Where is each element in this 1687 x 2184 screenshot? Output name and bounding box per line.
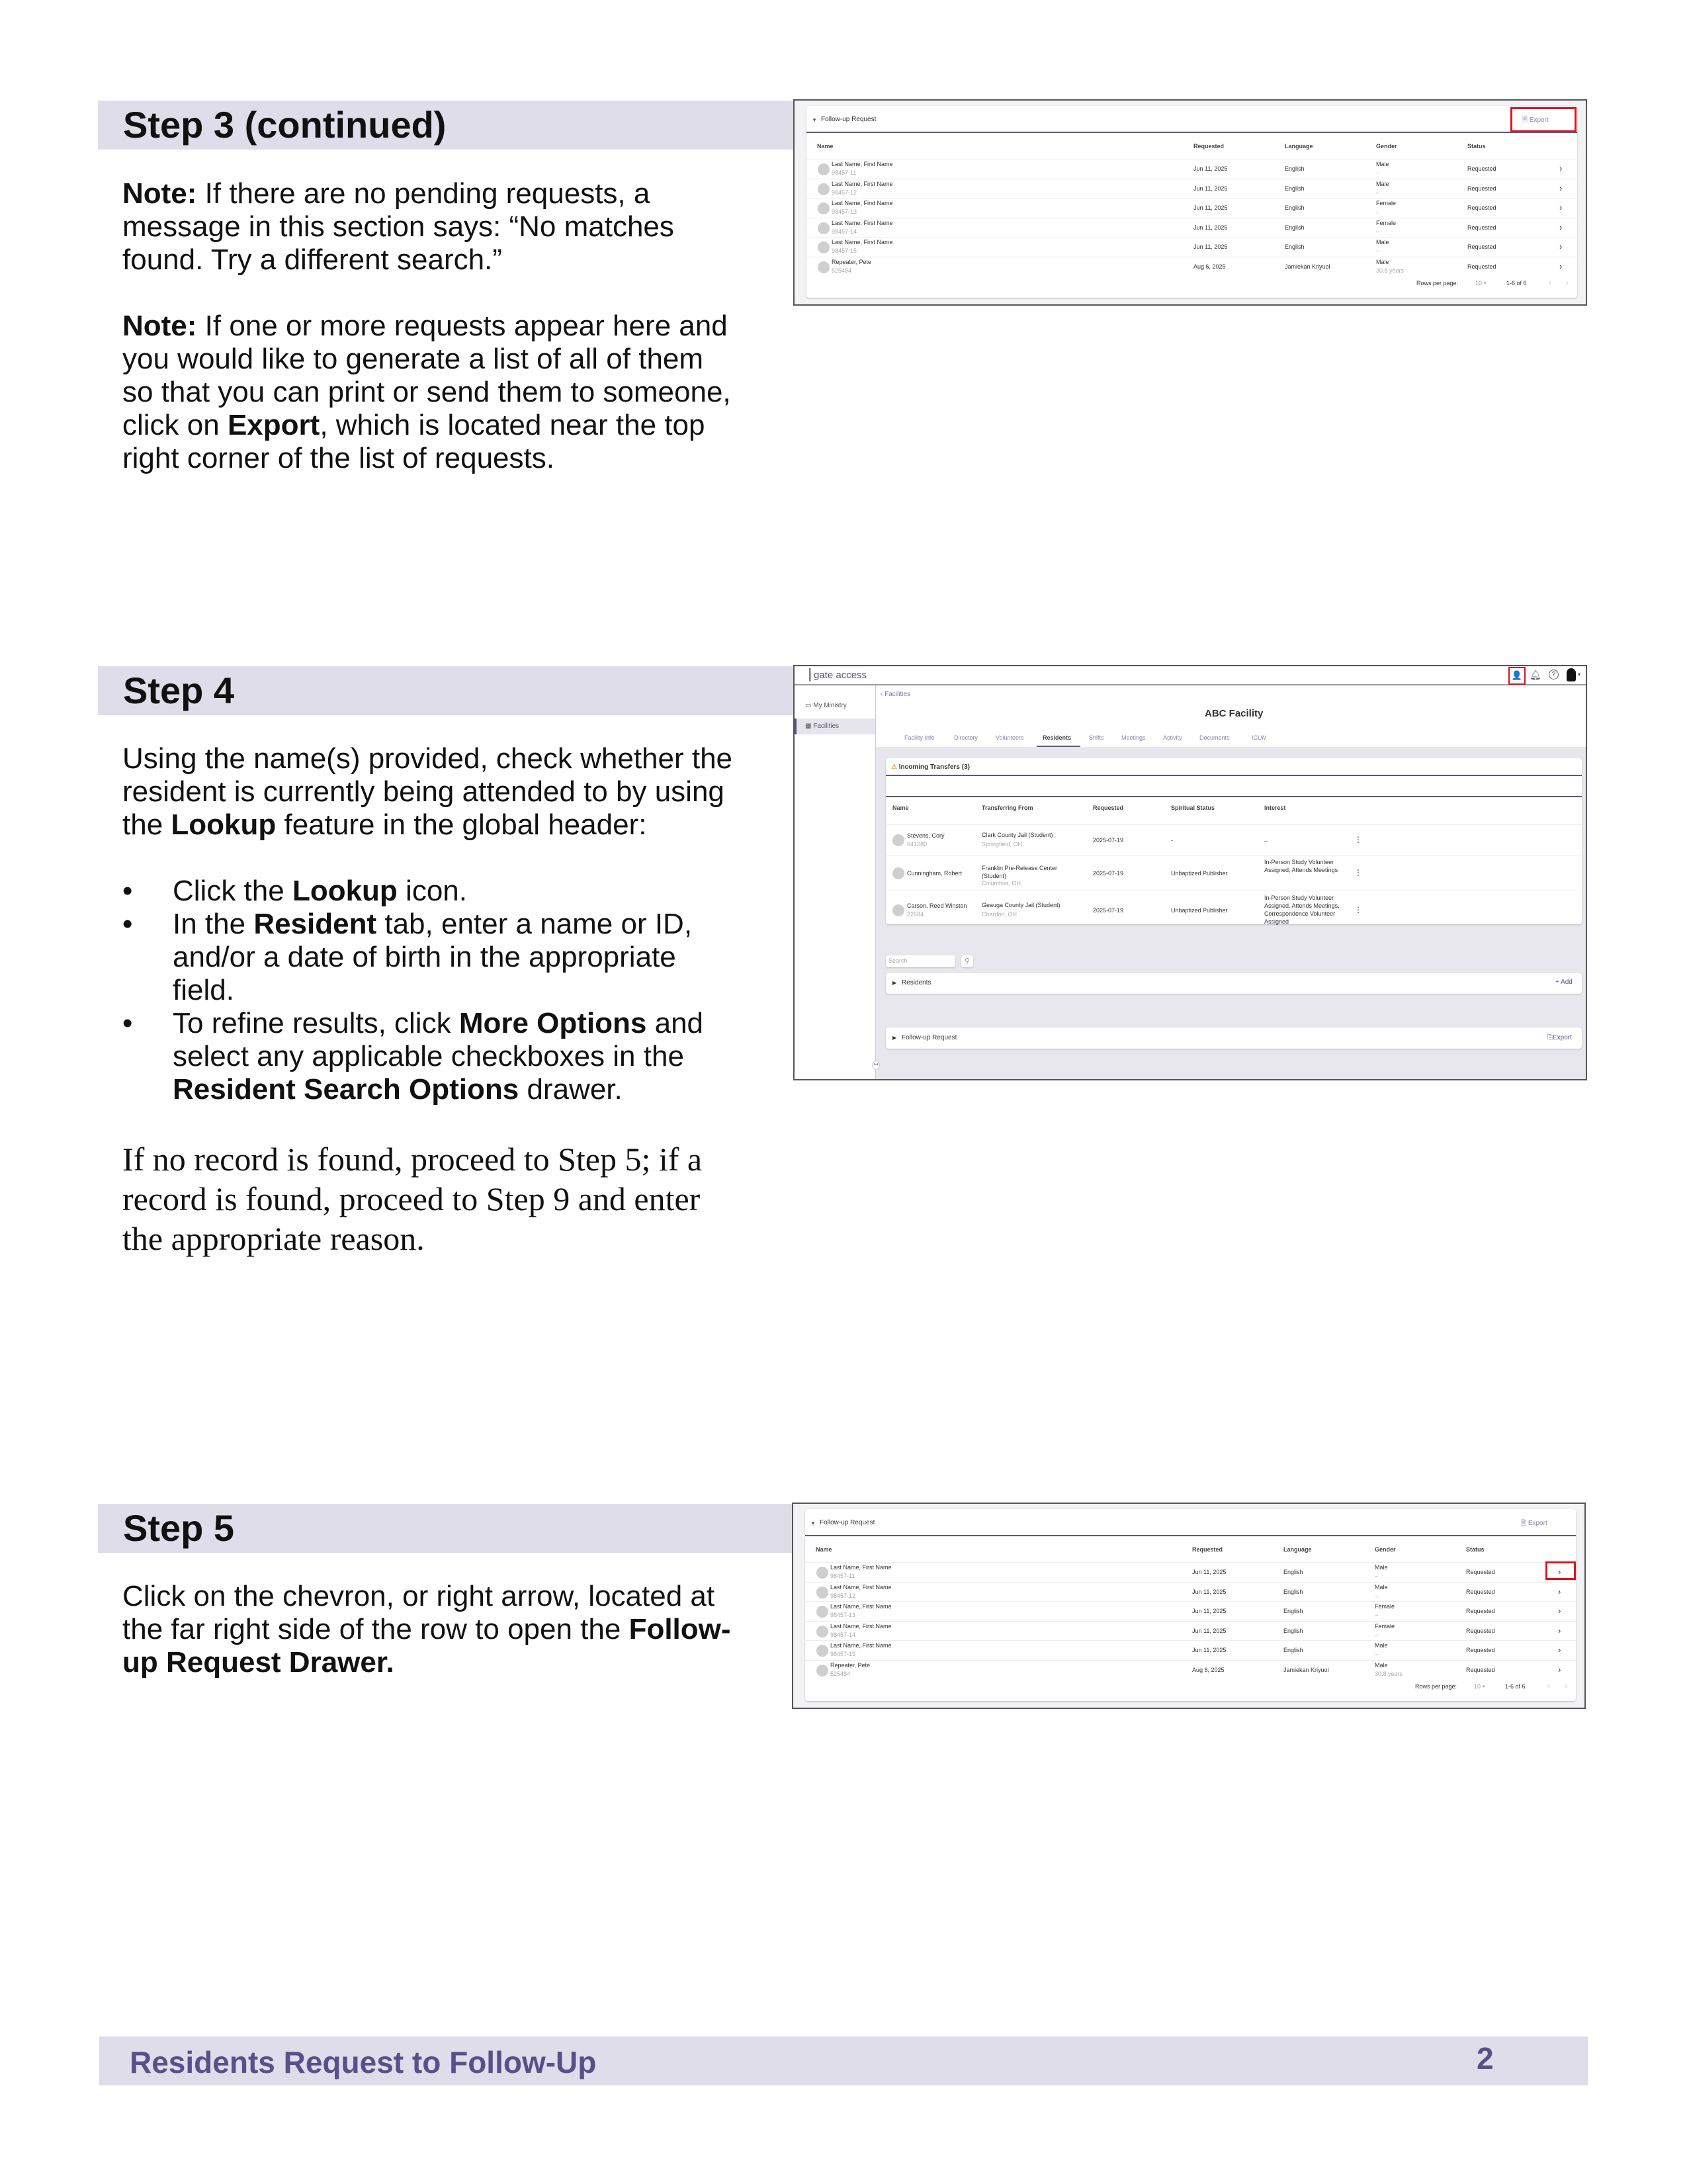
requested-date: 2025-07-19 [1093, 870, 1124, 877]
gender: Female [1376, 200, 1397, 206]
step5-title: Step 5 [123, 1507, 235, 1549]
lookup-icon[interactable]: 👤 [1508, 667, 1526, 685]
status: Requested [1467, 243, 1496, 250]
export-label: Export [1553, 1034, 1572, 1041]
avatar-icon [816, 1626, 828, 1638]
column-header[interactable]: Spiritual Status [1171, 805, 1215, 811]
step4-body [122, 742, 744, 1291]
table-row[interactable] [886, 855, 1582, 891]
chevron-right-icon[interactable]: › [1558, 1645, 1561, 1655]
follow-up-section[interactable] [886, 1027, 1582, 1049]
facility-screenshot [793, 665, 1587, 1080]
tab-facility-info[interactable]: Facility Info [904, 734, 935, 741]
follow-up-card [805, 1509, 1576, 1701]
chevron-down-icon[interactable]: ▾ [1484, 281, 1487, 286]
footer [99, 2036, 1588, 2085]
export-icon: ⎘ [1547, 1034, 1553, 1041]
status: Requested [1466, 1608, 1495, 1614]
warning-icon: ⚠ [891, 764, 897, 771]
incoming-transfers-header[interactable] [891, 764, 970, 771]
requested-date: Jun 11, 2025 [1193, 243, 1228, 250]
drawer-term: Follow-up Request Drawer. [122, 1613, 731, 1679]
note-text: If there are no pending requests, a message in this section says: “No matches found. Try a different search.” [122, 177, 674, 276]
status: Requested [1467, 185, 1496, 192]
spiritual-status: Unbaptized Publisher [1171, 907, 1228, 914]
export-label: Export [1529, 116, 1549, 124]
resident-id: 98457-15 [832, 247, 857, 254]
requested-date: Jun 11, 2025 [1192, 1569, 1227, 1575]
transferring-from: Geauga County Jail (Student) [982, 902, 1060, 908]
step5-text [122, 1580, 731, 1679]
caret-down-icon[interactable]: ▼ [812, 117, 817, 123]
column-header[interactable]: Name [816, 1546, 832, 1553]
column-header[interactable]: Status [1467, 143, 1486, 150]
resident-name: Last Name, First Name [830, 1564, 892, 1571]
language: English [1285, 224, 1305, 231]
gender: Female [1375, 1603, 1395, 1610]
tab-meetings[interactable]: Meetings [1121, 734, 1146, 741]
note-no-matches [122, 177, 738, 277]
chevron-right-icon[interactable]: › [1559, 183, 1563, 193]
status: Requested [1466, 1666, 1495, 1673]
resident-id: 98457-13 [830, 1612, 856, 1618]
status: Requested [1466, 1569, 1495, 1575]
help-icon[interactable]: ? [1549, 670, 1559, 679]
requested-date: Jun 11, 2025 [1193, 224, 1228, 231]
back-link-label: Facilities [885, 691, 911, 698]
resident-name: Last Name, First Name [830, 1642, 892, 1649]
more-options-icon[interactable]: ⋮ [1354, 905, 1362, 914]
table-row[interactable] [805, 1621, 1576, 1641]
avatar-icon [816, 1645, 828, 1657]
gender: Male [1375, 1661, 1388, 1669]
avatar-icon [816, 1587, 828, 1598]
table-row[interactable] [886, 824, 1582, 855]
avatar-icon [892, 867, 904, 879]
gender: Male [1376, 180, 1389, 187]
avatar-icon [818, 241, 830, 253]
language: English [1285, 185, 1305, 192]
page-range: 1-6 of 6 [1505, 1683, 1526, 1690]
tab-iclw[interactable]: ICLW [1252, 734, 1266, 741]
requested-date: Jun 11, 2025 [1192, 1647, 1227, 1653]
chevron-right-icon[interactable]: › [1559, 261, 1563, 271]
location: Chardon, OH [982, 911, 1017, 918]
follow-up-title: Follow-up Request [821, 116, 877, 123]
chevron-right-icon[interactable]: › [1558, 1606, 1561, 1616]
global-header [795, 666, 1587, 685]
text: tab, enter a name or ID, and/or a date of birth in the appropriate field. [173, 908, 693, 1006]
rows-per-page-select[interactable]: 10 [1475, 280, 1483, 286]
bullet-item [173, 1007, 744, 1106]
spiritual-status: - [1171, 837, 1173, 844]
rows-per-page-label: Rows per page: [1415, 1683, 1457, 1690]
file-download-icon: 🗎 [1522, 116, 1530, 124]
resident-id: 98457-12 [830, 1592, 856, 1599]
residents-section[interactable] [886, 973, 1582, 994]
tab-volunteers[interactable]: Volunteers [996, 734, 1024, 741]
avatar-icon [818, 261, 830, 273]
term: Resident Search Options [173, 1073, 519, 1106]
language: Jamiekan Kriyuol [1283, 1666, 1329, 1673]
age: – [1375, 1631, 1379, 1638]
text: Click the [173, 875, 292, 907]
step4-intro [122, 742, 744, 842]
lookup-term: Lookup [171, 808, 277, 841]
avatar-icon [818, 183, 830, 195]
resident-name: Repeater, Pete [830, 1661, 871, 1669]
gender: Male [1376, 239, 1389, 245]
age: – [1375, 1573, 1379, 1579]
tab-activity[interactable]: Activity [1163, 734, 1182, 741]
column-header[interactable]: Requested [1193, 143, 1225, 150]
term: More Options [458, 1007, 647, 1039]
resident-id: 98457-12 [832, 189, 857, 196]
column-header[interactable]: Transferring From [982, 805, 1033, 811]
resident-name: Carson, Reed Winston [907, 902, 967, 909]
more-options-icon[interactable]: ⋮ [1354, 835, 1362, 844]
facility-title: ABC Facility [1205, 708, 1264, 719]
resident-id: 98457-14 [832, 228, 857, 235]
file-download-icon: 🗎 [1521, 1520, 1528, 1527]
note-label: Note: [122, 310, 197, 342]
table-row[interactable] [806, 237, 1577, 257]
column-header[interactable]: Gender [1375, 1546, 1396, 1553]
note-label: Note: [122, 177, 197, 210]
chevron-right-icon[interactable]: › [1558, 1625, 1561, 1636]
prev-page-icon[interactable]: ‹ [1547, 1681, 1550, 1690]
bullet-item [173, 875, 744, 908]
resident-id: 98457-14 [830, 1631, 856, 1638]
requested-date: Jun 11, 2025 [1193, 185, 1228, 192]
table-row[interactable] [886, 891, 1582, 930]
sidebar-label: My Ministry [813, 702, 847, 709]
chevron-down-icon[interactable]: ▾ [1483, 1684, 1485, 1689]
add-button[interactable] [1555, 979, 1573, 986]
avatar-icon [816, 1567, 828, 1579]
note-export [122, 310, 738, 475]
gender: Male [1375, 1564, 1388, 1571]
gender: Male [1375, 1583, 1388, 1591]
table-row[interactable] [806, 159, 1577, 179]
resident-name: Last Name, First Name [832, 219, 893, 226]
chevron-right-icon[interactable]: › [1558, 1586, 1561, 1596]
chevron-right-icon[interactable]: › [1558, 1664, 1561, 1675]
follow-up-card [806, 106, 1577, 298]
export-button[interactable] [1547, 1034, 1572, 1041]
incoming-title: Incoming Transfers (3) [898, 764, 970, 771]
tab-shifts[interactable]: Shifts [1089, 734, 1104, 741]
follow-up-label: Follow-up Request [902, 1034, 957, 1041]
status: Requested [1467, 165, 1496, 172]
step4-header [98, 666, 794, 715]
resident-name: Repeater, Pete [832, 258, 872, 265]
text: In the [173, 908, 254, 940]
back-link-facilities[interactable]: ‹ Facilities [881, 691, 911, 698]
note-text: If one or more requests appear here and you would like to generate a list of all of them so that you can print or send them to someone, click on [122, 310, 731, 441]
gender: Male [1376, 258, 1389, 265]
requested-date: Aug 6, 2025 [1193, 263, 1226, 270]
interest: In-Person Study Volunteer Assigned, Attends Meetings, Correspondence Volunteer Assigned [1264, 895, 1340, 925]
tab-documents[interactable]: Documents [1199, 734, 1230, 741]
table-row[interactable] [806, 198, 1577, 218]
age: – [1375, 1651, 1379, 1657]
chevron-right-icon[interactable]: › [1559, 202, 1563, 212]
language: English [1285, 204, 1305, 211]
active-tab-indicator [1037, 746, 1080, 747]
column-header[interactable]: Language [1285, 143, 1313, 150]
age: – [1376, 189, 1380, 196]
resident-id: 98457-13 [832, 208, 857, 215]
divider [886, 796, 1582, 797]
gender: Male [1376, 161, 1389, 167]
step3-body [122, 177, 738, 508]
resident-name: Last Name, First Name [830, 1583, 892, 1591]
table-row[interactable] [805, 1601, 1576, 1621]
user-avatar-icon[interactable] [1567, 668, 1576, 681]
resident-name: Last Name, First Name [830, 1603, 892, 1610]
age: – [1375, 1612, 1379, 1618]
age: – [1376, 247, 1380, 254]
term: Resident [253, 908, 377, 940]
gender: Male [1375, 1642, 1388, 1649]
status: Requested [1467, 263, 1496, 270]
step5-header [98, 1504, 794, 1553]
plus-icon: + [1555, 979, 1559, 986]
avatar-icon [818, 202, 830, 214]
language: English [1283, 1588, 1303, 1595]
text: icon. [397, 875, 467, 907]
add-label: Add [1561, 979, 1573, 986]
rows-per-page-select[interactable]: 10 [1474, 1683, 1481, 1690]
page-number: 2 [1477, 2041, 1494, 2075]
avatar-icon [892, 904, 904, 916]
footer-title: Residents Request to Follow-Up [130, 2045, 597, 2079]
language: English [1285, 243, 1305, 250]
export-label: Export [1528, 1520, 1547, 1527]
step3-header [98, 101, 794, 150]
resident-name: Stevens, Cory [907, 832, 945, 839]
language: English [1283, 1569, 1303, 1575]
avatar-icon [816, 1665, 828, 1677]
column-header[interactable]: Gender [1376, 143, 1397, 150]
tab-directory[interactable]: Directory [954, 734, 978, 741]
avatar-icon [816, 1606, 828, 1618]
chevron-right-icon[interactable]: › [1559, 163, 1563, 173]
requested-date: Aug 6, 2025 [1192, 1666, 1225, 1673]
resident-id: 525484 [832, 267, 852, 274]
chevron-right-icon[interactable]: › [1559, 222, 1563, 232]
status: Requested [1466, 1627, 1495, 1634]
follow-up-title: Follow-up Request [820, 1519, 875, 1526]
resident-name: Last Name, First Name [832, 239, 893, 245]
follow-up-request-screenshot-chevron [792, 1503, 1586, 1709]
divider [805, 1535, 1576, 1536]
gender: Female [1376, 219, 1397, 226]
column-header[interactable]: Name [817, 143, 834, 150]
avatar-icon [818, 163, 830, 175]
language: English [1283, 1627, 1303, 1634]
table-row[interactable] [805, 1660, 1576, 1680]
age: – [1375, 1592, 1379, 1599]
avatar-icon [892, 834, 904, 846]
tab-residents[interactable]: Residents [1043, 734, 1072, 741]
requested-date: 2025-07-19 [1093, 837, 1124, 844]
location: Columbus, OH [982, 880, 1021, 887]
chevron-down-icon[interactable]: ▾ [1578, 672, 1581, 677]
spiritual-status: Unbaptized Publisher [1171, 870, 1228, 877]
text: Click on the chevron, or right arrow, located at the far right side of the row to open the [122, 1580, 715, 1645]
search-input[interactable] [886, 955, 955, 967]
page-range: 1-6 of 6 [1506, 280, 1527, 286]
sidebar-label: Facilities [813, 722, 840, 730]
language: English [1283, 1647, 1303, 1653]
text: To refine results, click [173, 1007, 459, 1039]
step4-title: Step 4 [123, 670, 235, 711]
age: – [1376, 208, 1380, 215]
caret-down-icon[interactable]: ▼ [810, 1520, 816, 1526]
rows-per-page-label: Rows per page: [1416, 280, 1459, 286]
step3-title: Step 3 (continued) [123, 104, 447, 146]
requested-date: Jun 11, 2025 [1192, 1627, 1227, 1634]
caret-right-icon: ▶ [892, 980, 897, 986]
status: Requested [1466, 1647, 1495, 1653]
column-header[interactable]: Name [892, 805, 909, 811]
sidebar-item-my-ministry[interactable]: ▭ My Ministry [805, 702, 847, 709]
step4-bullets [122, 875, 744, 1106]
resident-id: 22584 [907, 911, 924, 918]
language: Jamiekan Kriyuol [1285, 263, 1330, 270]
resident-name: Cunningham, Robert [907, 870, 963, 877]
text: feature in the global header: [276, 808, 647, 841]
table-row[interactable] [805, 1582, 1576, 1602]
chevron-right-icon[interactable]: › [1559, 241, 1563, 251]
language: English [1283, 1608, 1303, 1614]
requested-date: Jun 11, 2025 [1192, 1588, 1227, 1595]
language: English [1285, 165, 1305, 172]
status: Requested [1467, 204, 1496, 211]
column-header[interactable]: Status [1466, 1546, 1485, 1553]
text: drawer. [519, 1073, 623, 1106]
column-header[interactable]: Requested [1192, 1546, 1223, 1553]
text: and select any applicable checkboxes in the [173, 1007, 704, 1072]
follow-up-request-screenshot [793, 99, 1587, 306]
highlight-box [1545, 1561, 1576, 1580]
text: Using the name(s) provided, check whether the resident is currently being attended to by using the [122, 742, 733, 841]
logo-mark-icon [809, 668, 811, 681]
step5-body [122, 1580, 731, 1712]
interest: In-Person Study Volunteer Assigned, Attends Meetings [1264, 859, 1338, 873]
sidebar-item-facilities-label: ▦ Facilities [805, 722, 840, 730]
sidebar [795, 685, 876, 1080]
incoming-transfers-card [886, 758, 1582, 924]
transferring-from: Clark County Jail (Student) [982, 832, 1053, 838]
resident-name: Last Name, First Name [832, 161, 893, 167]
resident-id: 641280 [907, 841, 928, 848]
requested-date: Jun 11, 2025 [1193, 165, 1228, 172]
bell-icon[interactable]: 🔔︎ [1530, 670, 1541, 680]
table-row[interactable] [805, 1562, 1576, 1582]
resident-id: 98457-11 [830, 1573, 855, 1579]
interest: – [1264, 838, 1268, 844]
gender: Female [1375, 1622, 1395, 1630]
table-row[interactable] [805, 1640, 1576, 1660]
next-page-icon[interactable]: › [1566, 278, 1569, 287]
status: Requested [1466, 1588, 1495, 1595]
term: Lookup [292, 875, 398, 907]
column-header[interactable]: Requested [1093, 805, 1124, 811]
divider [886, 775, 1582, 776]
prev-page-icon[interactable]: ‹ [1549, 278, 1551, 287]
divider [806, 132, 1577, 133]
requested-date: 2025-07-19 [1093, 907, 1124, 914]
search-placeholder: Search [888, 957, 908, 964]
highlight-box [1510, 107, 1577, 132]
avatar-icon [818, 222, 830, 234]
resident-id: 525484 [830, 1670, 851, 1677]
resident-name: Last Name, First Name [832, 200, 893, 206]
age: – [1376, 228, 1380, 235]
requested-date: Jun 11, 2025 [1193, 204, 1228, 211]
age: 30.8 years [1375, 1670, 1403, 1677]
bullet-item [173, 908, 744, 1007]
age: 30.8 years [1376, 267, 1405, 274]
more-options-icon[interactable]: ⋮ [1354, 868, 1362, 877]
transferring-from: Franklin Pre-Release Center (Student) [982, 865, 1058, 879]
requested-date: Jun 11, 2025 [1192, 1608, 1227, 1614]
note-text: , which is located near the top right corner of the list of requests. [122, 409, 705, 474]
column-header[interactable]: Interest [1264, 805, 1286, 811]
residents-label: Residents [902, 979, 931, 986]
step4-closing: If no record is found, proceed to Step 5; if a record is found, proceed to Step 9 and enter the appropriate reason. [122, 1141, 703, 1257]
table-row[interactable] [806, 218, 1577, 238]
chevron-right-icon[interactable]: › [1558, 1567, 1561, 1577]
table-row[interactable] [806, 257, 1577, 277]
status: Requested [1467, 224, 1496, 231]
caret-right-icon: ▶ [892, 1035, 897, 1041]
next-page-icon[interactable]: › [1565, 1681, 1567, 1690]
export-term: Export [227, 409, 320, 441]
export-button[interactable] [1521, 1518, 1547, 1530]
resident-id: 98457-15 [830, 1651, 856, 1657]
search-icon[interactable]: ⚲ [961, 955, 973, 967]
collapse-sidebar-icon[interactable]: ↤ [872, 1061, 880, 1070]
resident-id: 98457-11 [832, 169, 857, 176]
age: – [1376, 169, 1380, 176]
app-logo: gate access [814, 670, 867, 681]
resident-name: Last Name, First Name [830, 1622, 892, 1630]
location: Springfield, OH [982, 841, 1023, 848]
table-row[interactable] [806, 179, 1577, 198]
resident-name: Last Name, First Name [832, 180, 893, 187]
column-header[interactable]: Language [1283, 1546, 1312, 1553]
